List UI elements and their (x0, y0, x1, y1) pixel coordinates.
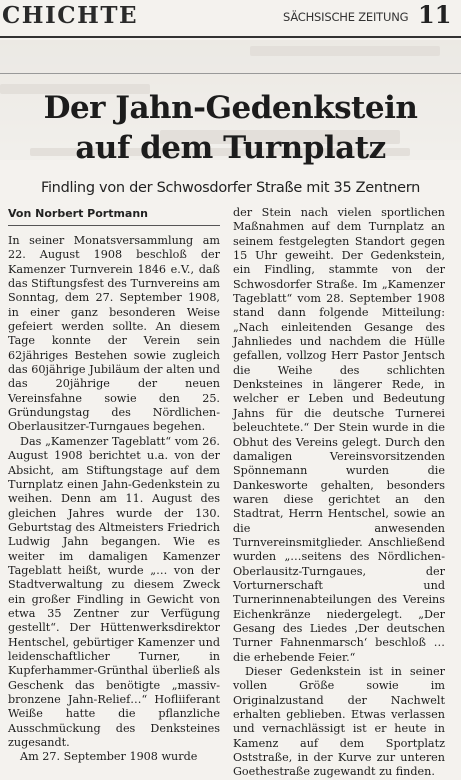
article-headline (0, 88, 461, 168)
headline-line-1: Der Jahn-Gedenkstein (43, 90, 418, 126)
newspaper-header (0, 0, 461, 40)
page-number: 11 (418, 0, 452, 29)
paragraph: Am 27. September 1908 wurde (20, 750, 198, 764)
article-column-right (233, 206, 445, 780)
byline-rule (8, 225, 220, 226)
section-label: CHICHTE (2, 2, 138, 29)
headline-line-2: auf dem Turnplatz (75, 130, 386, 166)
article-byline: Von Norbert Portmann (8, 207, 149, 220)
paragraph: der Stein nach vielen sportlichen Maßnahmen auf dem Turnplatz an seinem festgelegten Standort gegen 15 Uhr geweiht. Der Gedenkstein, ein Findling, stammte von der Schwosdorfer Straße. Im „Kamenzer Tageblatt“ vom 28. September 1908 stand dann folgende Mitteilung: „Nach einleitenden Gesange des Jahnliedes und nachdem die Hülle gefallen, vollzog Herr Pastor Jentsch die Weihe des schlichten Denksteines in längerer Rede, in welcher er Leben und Bedeutung Jahns für die deutsche Turnerei beleuchtete.“ Der Stein wurde in die Obhut des Vereins gelegt. Durch den damaligen Vereinsvorsitzenden Spönnemann wurden die Dankesworte gehalten, besonders waren diese gerichtet an den Stadtrat, Herrn Hentschel, sowie an die anwesenden Turnvereinsmitglieder. Anschließend wurden „…seitens des Nördlichen-Oberlausitz-Turngaues, der Vorturnerschaft und Turnerinnenabteilungen des Vereins Eichenkränze niedergelegt. „Der Gesang des Liedes ‚Der deutschen Turner Fahnenmarsch‘ beschloß …die erhebende Feier.“ (233, 206, 445, 664)
header-rule (0, 36, 461, 38)
article-column-left (8, 234, 220, 765)
separator-rule (0, 73, 461, 74)
paragraph: Das „Kamenzer Tageblatt“ vom 26. August 1908 berichtet u.a. von der Absicht, am Stiftungstage auf dem Turnplatz einen Jahn-Gedenkstein zu weihen. Denn am 11. August des gleichen Jahres wurde der 130. Geburtstag des Altmeisters Friedrich Ludwig Jahn begangen. Wie es weiter im damaligen Kamenzer Tageblatt heißt, wurde „… von der Stadtverwaltung zu diesem Zweck ein großer Findling in Gewicht von etwa 35 Zentner zur Verfügung gestellt“. Der Hüttenwerksdirektor Hentschel, gebürtiger Kamenzer und leidenschaftlicher Turner, in Kupferhammer-Grünthal überließ als Geschenk das benötigte „massiv-bronzene Jahn-Relief…“ Hofliiferant Weiße hatte die pflanzliche Ausschmückung des Denksteines zugesandt. (8, 434, 220, 750)
article-subheadline: Findling von der Schwosdorfer Straße mit 35 Zentnern (40, 180, 421, 196)
paragraph: Dieser Gedenkstein ist in seiner vollen Größe sowie im Originalzustand der Nachwelt erhalten geblieben. Etwas verlassen und vernachlässigt ist er heute in Kamenz auf dem Sportplatz Oststraße, in der Kurve zur unteren Goethestraße zugewandt zu finden. (233, 665, 445, 779)
newspaper-name: SÄCHSISCHE ZEITUNG (283, 10, 409, 24)
paragraph: In seiner Monatsversammlung am 22. August 1908 beschloß der Kamenzer Turnverein 1846 e.V., daß das Stiftungsfest des Turnvereins am Sonntag, dem 27. September 1908, in einer ganz besonderen Weise gefeiert werden sollte. An diesem Tage konnte der Verein sein 62jähriges Bestehen sowie zugleich das 60jährige Jubiläum der alten und das 20jährige der neuen Vereinsfahne sowie den 25. Gründungstag des Nördlichen-Oberlausitzer-Turngaues begehen. (8, 234, 220, 434)
